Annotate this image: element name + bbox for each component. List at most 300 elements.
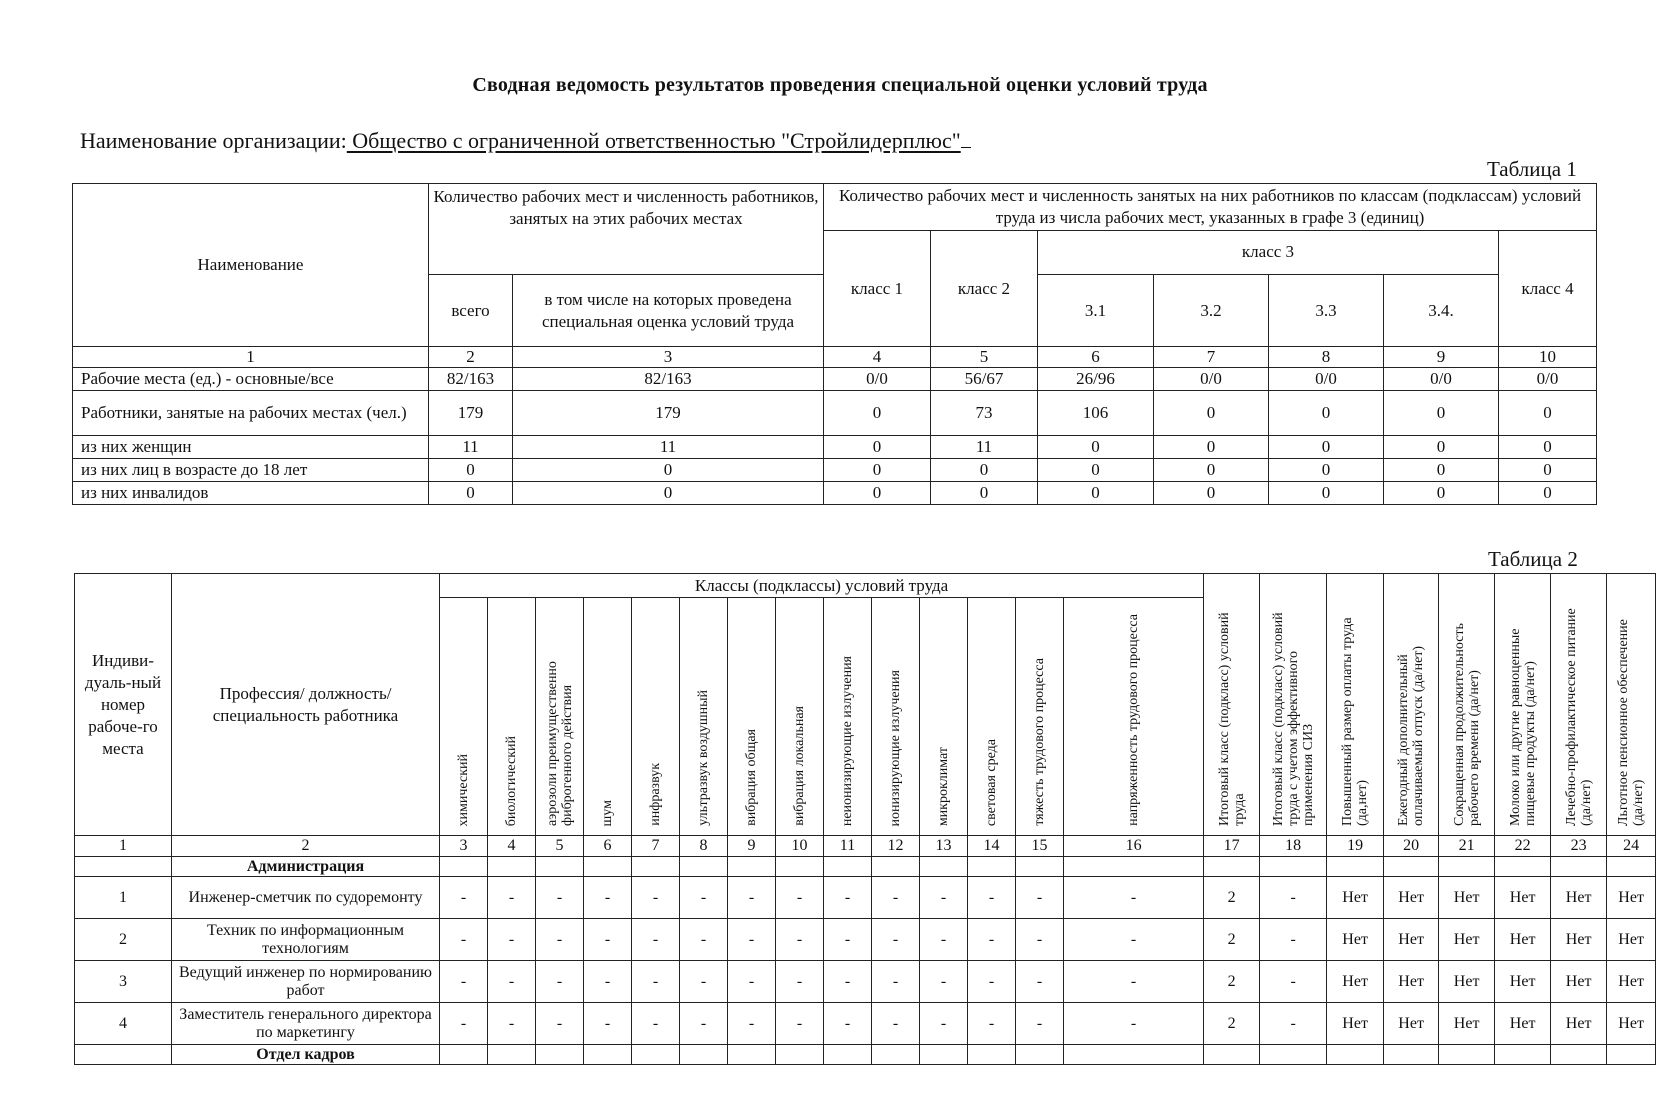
column-number: 6 <box>584 836 632 857</box>
t1-cell: 0/0 <box>1154 368 1269 391</box>
t2-header-factor <box>776 598 824 836</box>
document-title: Сводная ведомость результатов проведения специальной оценки условий труда <box>472 74 1208 96</box>
t1-cell: 0 <box>1154 391 1269 436</box>
t1-header-sub32: 3.2 <box>1154 275 1269 347</box>
vertical-header-text: световая среда <box>984 738 999 826</box>
factor-class: - <box>536 919 584 961</box>
empty-cell <box>1204 857 1260 877</box>
benefit-value: Нет <box>1551 919 1607 961</box>
t1-cell: 0 <box>1384 436 1499 459</box>
t2-header-factor <box>440 598 488 836</box>
column-number: 24 <box>1607 836 1656 857</box>
empty-cell <box>1495 1045 1551 1065</box>
empty-cell <box>1260 1045 1327 1065</box>
factor-class: - <box>1016 1003 1064 1045</box>
t1-row-label: Рабочие места (ед.) - основные/все <box>73 368 429 391</box>
empty-cell <box>1016 1045 1064 1065</box>
factor-class: - <box>1064 877 1204 919</box>
empty-cell <box>968 1045 1016 1065</box>
column-number: 5 <box>536 836 584 857</box>
t1-cell: 0 <box>1154 459 1269 482</box>
workplace-number: 4 <box>75 1003 172 1045</box>
column-number: 1 <box>75 836 172 857</box>
t2-header-factor <box>1016 598 1064 836</box>
empty-cell <box>1439 1045 1495 1065</box>
t2-header-pension <box>1607 574 1656 836</box>
t1-cell: 0/0 <box>1269 368 1384 391</box>
column-number: 23 <box>1551 836 1607 857</box>
empty-cell <box>440 1045 488 1065</box>
benefit-value: Нет <box>1384 1003 1439 1045</box>
t2-header-factor <box>920 598 968 836</box>
workplace-number: 2 <box>75 919 172 961</box>
t1-cell: 0 <box>1384 391 1499 436</box>
factor-class: - <box>440 877 488 919</box>
t1-header-class2: класс 2 <box>931 231 1038 347</box>
empty-cell <box>1384 857 1439 877</box>
t2-body <box>75 836 1656 1065</box>
empty-cell <box>776 1045 824 1065</box>
vertical-header-text: Итоговый класс (подкласс) условий труда <box>1216 612 1247 826</box>
column-number: 20 <box>1384 836 1439 857</box>
organization-name: Общество с ограниченной ответственностью "Стройлидерплюс" <box>346 128 961 153</box>
empty-cell <box>1384 1045 1439 1065</box>
t1-row-label: Работники, занятые на рабочих местах (чел.) <box>73 391 429 436</box>
factor-class: - <box>920 877 968 919</box>
t1-header-sub31: 3.1 <box>1038 275 1154 347</box>
vertical-header-text: тяжесть трудового процесса <box>1032 658 1047 826</box>
column-number: 17 <box>1204 836 1260 857</box>
t1-header-name: Наименование <box>73 184 429 347</box>
t1-cell: 0 <box>513 482 824 505</box>
benefit-value: Нет <box>1384 961 1439 1003</box>
factor-class: - <box>728 877 776 919</box>
t1-cell: 0/0 <box>1384 368 1499 391</box>
column-number: 9 <box>728 836 776 857</box>
t2-row <box>75 961 1656 1003</box>
t2-row <box>75 919 1656 961</box>
vertical-header-text: Лечебно-профилактическое питание (да/нет) <box>1563 608 1594 826</box>
empty-cell <box>1327 857 1384 877</box>
organization-label: Наименование организации: <box>80 128 347 153</box>
vertical-header-text: Повышенный размер оплаты труда (да,нет) <box>1340 617 1371 826</box>
empty-cell <box>1607 857 1656 877</box>
vertical-header-text: Молоко или другие равноценные пищевые продукты (да/нет) <box>1507 628 1538 826</box>
column-number: 3 <box>513 347 824 368</box>
factor-class: - <box>968 919 1016 961</box>
t2-header-factor <box>632 598 680 836</box>
empty-cell <box>776 857 824 877</box>
t1-cell: 26/96 <box>1038 368 1154 391</box>
factor-class: - <box>1016 961 1064 1003</box>
factor-class: - <box>1064 961 1204 1003</box>
factor-class: - <box>488 1003 536 1045</box>
t2-header-factor <box>488 598 536 836</box>
empty-cell <box>632 1045 680 1065</box>
factor-class: - <box>632 919 680 961</box>
t2-header-factor <box>1064 598 1204 836</box>
final-class: 2 <box>1204 877 1260 919</box>
vertical-header-text: биологический <box>504 735 519 826</box>
t2-header-factor <box>824 598 872 836</box>
t1-cell: 11 <box>931 436 1038 459</box>
empty-cell <box>75 1045 172 1065</box>
vertical-header-text: Ежегодный дополнительный оплачиваемый отпуск (да/нет) <box>1396 645 1427 826</box>
column-number: 2 <box>429 347 513 368</box>
t1-cell: 56/67 <box>931 368 1038 391</box>
t2-header-extra-vacation <box>1384 574 1439 836</box>
benefit-value: Нет <box>1327 961 1384 1003</box>
benefit-value: Нет <box>1551 877 1607 919</box>
t1-cell: 0 <box>1038 459 1154 482</box>
factor-class: - <box>440 1003 488 1045</box>
job-title: Инженер-сметчик по судоремонту <box>172 877 440 919</box>
t1-column-numbers <box>73 347 1597 368</box>
empty-cell <box>75 857 172 877</box>
empty-cell <box>1607 1045 1656 1065</box>
empty-cell <box>1551 1045 1607 1065</box>
factor-class: - <box>920 919 968 961</box>
column-number: 13 <box>920 836 968 857</box>
section-title: Администрация <box>172 857 440 877</box>
factor-class: - <box>584 961 632 1003</box>
empty-cell <box>872 1045 920 1065</box>
factor-class: - <box>680 919 728 961</box>
t1-cell: 0 <box>1269 482 1384 505</box>
t2-header-final-class <box>1204 574 1260 836</box>
final-class: 2 <box>1204 919 1260 961</box>
t1-cell: 0 <box>1154 482 1269 505</box>
t1-header-count-group: Количество рабочих мест и численность работников, занятых на этих рабочих местах <box>429 184 824 275</box>
vertical-header-text: химический <box>456 753 471 826</box>
job-title: Заместитель генерального директора по маркетингу <box>172 1003 440 1045</box>
factor-class: - <box>440 961 488 1003</box>
factor-class: - <box>488 919 536 961</box>
t1-cell: 0 <box>824 436 931 459</box>
t1-cell: 179 <box>429 391 513 436</box>
t1-cell: 0 <box>1384 482 1499 505</box>
t1-cell: 0 <box>1499 459 1597 482</box>
table2-caption: Таблица 2 <box>1488 547 1578 571</box>
column-number: 8 <box>1269 347 1384 368</box>
factor-class: - <box>968 1003 1016 1045</box>
empty-cell <box>536 857 584 877</box>
factor-class: - <box>584 919 632 961</box>
factor-class: - <box>968 877 1016 919</box>
factor-class: - <box>824 961 872 1003</box>
t1-cell: 82/163 <box>429 368 513 391</box>
t2-column-numbers <box>75 836 1656 857</box>
t2-header-workplace-number: Индиви-дуаль-ный номер рабоче-го места <box>75 574 172 836</box>
benefit-value: Нет <box>1607 877 1656 919</box>
empty-cell <box>680 857 728 877</box>
factor-class: - <box>1016 919 1064 961</box>
factor-class: - <box>488 877 536 919</box>
factor-class: - <box>1016 877 1064 919</box>
column-number: 3 <box>440 836 488 857</box>
empty-cell <box>488 857 536 877</box>
vertical-header-text: шум <box>600 799 615 826</box>
t1-header-total: всего <box>429 275 513 347</box>
t1-cell: 0 <box>1038 482 1154 505</box>
final-class-siz: - <box>1260 877 1327 919</box>
t2-header-factor <box>968 598 1016 836</box>
t1-row-label: из них инвалидов <box>73 482 429 505</box>
t1-cell: 0 <box>824 391 931 436</box>
factor-class: - <box>536 961 584 1003</box>
workplaces-table-2 <box>74 573 1656 1065</box>
t1-cell: 0 <box>1038 436 1154 459</box>
t1-cell: 0 <box>931 482 1038 505</box>
t2-header-factor <box>584 598 632 836</box>
t1-header-sub33: 3.3 <box>1269 275 1384 347</box>
t2-header-milk <box>1495 574 1551 836</box>
workplace-number: 1 <box>75 877 172 919</box>
empty-cell <box>728 857 776 877</box>
factor-class: - <box>584 1003 632 1045</box>
vertical-header-text: напряженность трудового процесса <box>1126 614 1142 826</box>
factor-class: - <box>1064 1003 1204 1045</box>
t1-cell: 11 <box>429 436 513 459</box>
factor-class: - <box>584 877 632 919</box>
t1-row <box>73 391 1597 436</box>
t2-header-factor <box>680 598 728 836</box>
t2-header-reduced-hours <box>1439 574 1495 836</box>
factor-class: - <box>680 877 728 919</box>
vertical-header-text: вибрация локальная <box>792 706 807 826</box>
final-class-siz: - <box>1260 1003 1327 1045</box>
job-title: Техник по информационным технологиям <box>172 919 440 961</box>
column-number: 1 <box>73 347 429 368</box>
column-number: 7 <box>1154 347 1269 368</box>
t1-row-label: из них женщин <box>73 436 429 459</box>
t1-cell: 0 <box>1384 459 1499 482</box>
vertical-header-text: аэрозоли преимущественно фиброгенного действия <box>544 661 575 826</box>
factor-class: - <box>440 919 488 961</box>
t1-header-classes-group: Количество рабочих мест и численность занятых на них работников по классам (подклассам) условий труда из числа рабочих мест, указанных в графе 3 (единиц) <box>824 184 1597 231</box>
empty-cell <box>1064 857 1204 877</box>
column-number: 19 <box>1327 836 1384 857</box>
benefit-value: Нет <box>1495 919 1551 961</box>
t1-cell: 0 <box>824 459 931 482</box>
t2-header-increased-pay <box>1327 574 1384 836</box>
factor-class: - <box>920 1003 968 1045</box>
empty-cell <box>1016 857 1064 877</box>
factor-class: - <box>824 877 872 919</box>
factor-class: - <box>776 961 824 1003</box>
benefit-value: Нет <box>1551 961 1607 1003</box>
factor-class: - <box>872 961 920 1003</box>
column-number: 10 <box>776 836 824 857</box>
vertical-header-text: Сокращенная продолжительность рабочего времени (да/нет) <box>1451 623 1482 826</box>
t1-cell: 73 <box>931 391 1038 436</box>
vertical-header-text: неионизирующие излучения <box>840 655 855 826</box>
factor-class: - <box>920 961 968 1003</box>
factor-class: - <box>1064 919 1204 961</box>
empty-cell <box>1064 1045 1204 1065</box>
final-class: 2 <box>1204 961 1260 1003</box>
column-number: 4 <box>488 836 536 857</box>
factor-class: - <box>776 1003 824 1045</box>
benefit-value: Нет <box>1327 919 1384 961</box>
t1-header-assessed: в том числе на которых проведена специальная оценка условий труда <box>513 275 824 347</box>
t2-header-factor <box>728 598 776 836</box>
vertical-header-text: микроклимат <box>936 746 951 826</box>
vertical-header-text: Льготное пенсионное обеспечение (да/нет) <box>1616 619 1647 826</box>
factor-class: - <box>776 877 824 919</box>
benefit-value: Нет <box>1607 1003 1656 1045</box>
benefit-value: Нет <box>1327 877 1384 919</box>
column-number: 16 <box>1064 836 1204 857</box>
t1-cell: 0 <box>1499 391 1597 436</box>
t1-cell: 0 <box>824 482 931 505</box>
benefit-value: Нет <box>1439 961 1495 1003</box>
t1-row-label: из них лиц в возрасте до 18 лет <box>73 459 429 482</box>
factor-class: - <box>824 919 872 961</box>
benefit-value: Нет <box>1495 1003 1551 1045</box>
benefit-value: Нет <box>1384 919 1439 961</box>
t1-body <box>73 368 1597 505</box>
t2-header-final-class-siz <box>1260 574 1327 836</box>
t1-cell: 0 <box>931 459 1038 482</box>
t1-cell: 0 <box>513 459 824 482</box>
organization-line <box>80 128 971 154</box>
vertical-header-text: инфразвук <box>648 763 663 826</box>
t1-cell: 106 <box>1038 391 1154 436</box>
empty-cell <box>584 1045 632 1065</box>
column-number: 5 <box>931 347 1038 368</box>
t1-cell: 0 <box>1154 436 1269 459</box>
column-number: 18 <box>1260 836 1327 857</box>
benefit-value: Нет <box>1495 961 1551 1003</box>
factor-class: - <box>872 1003 920 1045</box>
empty-cell <box>1439 857 1495 877</box>
t2-header-profession: Профессия/ должность/ специальность работника <box>172 574 440 836</box>
column-number: 21 <box>1439 836 1495 857</box>
benefit-value: Нет <box>1384 877 1439 919</box>
t2-header-factor <box>536 598 584 836</box>
column-number: 11 <box>824 836 872 857</box>
t2-header-therapeutic-food <box>1551 574 1607 836</box>
factor-class: - <box>824 1003 872 1045</box>
benefit-value: Нет <box>1439 1003 1495 1045</box>
empty-cell <box>872 857 920 877</box>
t1-cell: 82/163 <box>513 368 824 391</box>
empty-cell <box>920 857 968 877</box>
t1-cell: 0 <box>1269 436 1384 459</box>
t1-header-sub34: 3.4. <box>1384 275 1499 347</box>
factor-class: - <box>632 1003 680 1045</box>
t2-header-factor <box>872 598 920 836</box>
organization-underline <box>961 129 971 148</box>
t1-cell: 0 <box>429 459 513 482</box>
empty-cell <box>920 1045 968 1065</box>
factor-class: - <box>776 919 824 961</box>
t2-row <box>75 1003 1656 1045</box>
column-number: 15 <box>1016 836 1064 857</box>
t1-header-class1: класс 1 <box>824 231 931 347</box>
vertical-header-text: вибрация общая <box>744 729 759 826</box>
factor-class: - <box>488 961 536 1003</box>
vertical-header-text: ионизирующие излучения <box>888 669 903 826</box>
column-number: 22 <box>1495 836 1551 857</box>
final-class: 2 <box>1204 1003 1260 1045</box>
empty-cell <box>1260 857 1327 877</box>
t1-cell: 0/0 <box>824 368 931 391</box>
column-number: 14 <box>968 836 1016 857</box>
factor-class: - <box>872 919 920 961</box>
job-title: Ведущий инженер по нормированию работ <box>172 961 440 1003</box>
empty-cell <box>824 1045 872 1065</box>
summary-table-1 <box>72 183 1597 505</box>
column-number: 9 <box>1384 347 1499 368</box>
benefit-value: Нет <box>1607 919 1656 961</box>
benefit-value: Нет <box>1439 877 1495 919</box>
factor-class: - <box>536 1003 584 1045</box>
column-number: 12 <box>872 836 920 857</box>
factor-class: - <box>680 1003 728 1045</box>
factor-class: - <box>632 877 680 919</box>
t1-cell: 179 <box>513 391 824 436</box>
column-number: 6 <box>1038 347 1154 368</box>
vertical-header-text: ультразвук воздушный <box>696 690 711 826</box>
empty-cell <box>440 857 488 877</box>
factor-class: - <box>728 961 776 1003</box>
t1-row <box>73 459 1597 482</box>
empty-cell <box>488 1045 536 1065</box>
t1-header-class4: класс 4 <box>1499 231 1597 347</box>
empty-cell <box>1327 1045 1384 1065</box>
t1-cell: 11 <box>513 436 824 459</box>
empty-cell <box>1551 857 1607 877</box>
empty-cell <box>1204 1045 1260 1065</box>
t1-row <box>73 368 1597 391</box>
factor-class: - <box>632 961 680 1003</box>
t2-section-row <box>75 1045 1656 1065</box>
t1-cell: 0 <box>1269 391 1384 436</box>
column-number: 4 <box>824 347 931 368</box>
column-number: 7 <box>632 836 680 857</box>
t1-cell: 0 <box>1499 436 1597 459</box>
factor-class: - <box>680 961 728 1003</box>
benefit-value: Нет <box>1327 1003 1384 1045</box>
empty-cell <box>968 857 1016 877</box>
empty-cell <box>728 1045 776 1065</box>
t2-section-row <box>75 857 1656 877</box>
t1-row <box>73 482 1597 505</box>
factor-class: - <box>968 961 1016 1003</box>
t1-cell: 0 <box>429 482 513 505</box>
benefit-value: Нет <box>1439 919 1495 961</box>
empty-cell <box>536 1045 584 1065</box>
final-class-siz: - <box>1260 961 1327 1003</box>
column-number: 8 <box>680 836 728 857</box>
column-number: 10 <box>1499 347 1597 368</box>
t2-row <box>75 877 1656 919</box>
factor-class: - <box>728 1003 776 1045</box>
empty-cell <box>632 857 680 877</box>
column-number: 2 <box>172 836 440 857</box>
factor-class: - <box>872 877 920 919</box>
empty-cell <box>1495 857 1551 877</box>
benefit-value: Нет <box>1551 1003 1607 1045</box>
t1-cell: 0/0 <box>1499 368 1597 391</box>
workplace-number: 3 <box>75 961 172 1003</box>
t1-cell: 0 <box>1269 459 1384 482</box>
benefit-value: Нет <box>1607 961 1656 1003</box>
t1-row <box>73 436 1597 459</box>
section-title: Отдел кадров <box>172 1045 440 1065</box>
